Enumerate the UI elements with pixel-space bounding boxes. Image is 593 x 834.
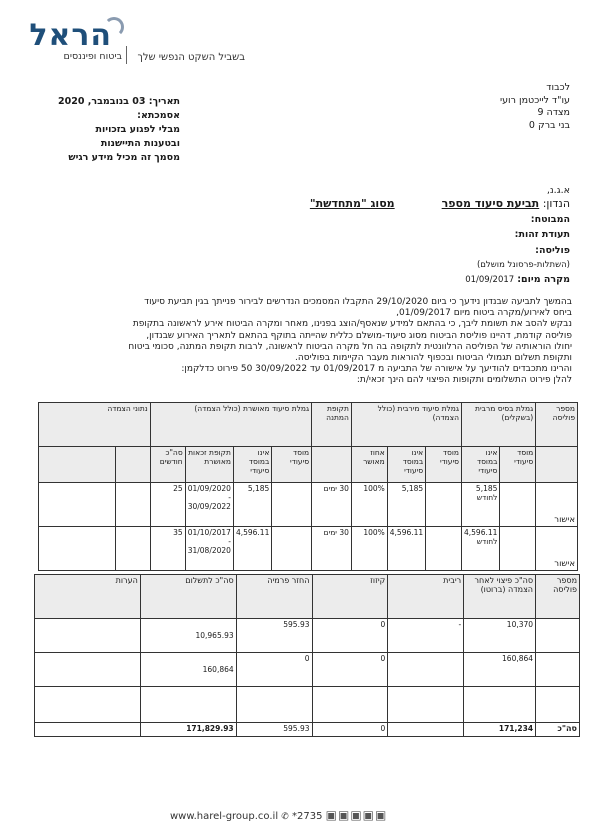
table-row bbox=[35, 653, 580, 687]
policy-label: פוליסה: bbox=[535, 245, 570, 256]
row-period: 01/09/2020 - 30/09/2022 bbox=[185, 483, 233, 527]
logo-text: הראל bbox=[29, 18, 112, 53]
th2-interest: ריבית bbox=[388, 575, 464, 619]
date-row bbox=[30, 95, 180, 109]
table-sum-row bbox=[35, 723, 580, 737]
salutation: א.ג.נ, bbox=[546, 185, 570, 196]
th-max-mosad: מוסד סיעודי bbox=[426, 447, 462, 483]
recipient-line: לכבוד bbox=[546, 82, 570, 93]
recipient-line: עו"ד לייכטמן רועי bbox=[499, 94, 570, 106]
row-pct: 100% bbox=[351, 483, 387, 527]
recipient-block bbox=[390, 82, 570, 132]
sum-label: סה"כ bbox=[536, 723, 580, 737]
row2-total: 10,965.93 bbox=[140, 619, 236, 653]
meta-line: מבלי לפגוע בזכויות bbox=[95, 124, 180, 135]
sum-total: 171,829.93 bbox=[140, 723, 236, 737]
body-line: נבקש להסב את תשומת ליבך, כי בהתאם למידע שנאסף/הוצג בפנינו, מאחר ומקרה הביטוח אירע לראשונה בתקופת bbox=[132, 319, 572, 330]
payment-table bbox=[34, 574, 580, 737]
th2-gross: סה"כ פיצוי לאחר הצמדה (ברוטו) bbox=[464, 575, 536, 619]
barcode-icon: ▣▣▣▣▣ bbox=[325, 808, 388, 822]
recipient-line: מצדה 9 bbox=[537, 107, 570, 118]
row-wait: 30 ימים bbox=[312, 527, 352, 571]
phone-icon: ✆ bbox=[281, 812, 289, 822]
meta-line: מסמך זה מכיל מידע רגיש bbox=[68, 152, 180, 163]
row2-offset: 0 bbox=[312, 619, 388, 653]
row-appr-non: 5,185 bbox=[233, 483, 271, 527]
row2-gross: 160,864 bbox=[464, 653, 536, 687]
row2-interest: - bbox=[388, 619, 464, 653]
event-value: 01/09/2017 bbox=[465, 275, 515, 285]
th-policy: מספר פוליסה bbox=[536, 403, 578, 447]
row-pct: 100% bbox=[351, 527, 387, 571]
footer-phone: *2735 bbox=[292, 811, 323, 822]
body-line: ותקופת תשלום תגמולי הביטוח ובכפוף להוראות מעבר הקיימות בפוליסה. bbox=[295, 353, 572, 364]
body-line: ביחס לאירוע/מקרה ביטוח מיום 01/09/2017, bbox=[396, 308, 572, 319]
id-label: תעודת זהות: bbox=[514, 229, 570, 240]
th2-policy: מספר פוליסה bbox=[536, 575, 580, 619]
event-row bbox=[370, 274, 570, 285]
approval-table bbox=[38, 402, 578, 571]
th-max-non: אינו במוסד סיעודי bbox=[387, 447, 425, 483]
th-base-mosad: מוסד סיעודי bbox=[500, 447, 536, 483]
row2-offset: 0 bbox=[312, 653, 388, 687]
row2-interest bbox=[388, 653, 464, 687]
sum-refund: 595.93 bbox=[236, 723, 312, 737]
header-divider bbox=[126, 46, 127, 64]
body-line: בהמשך לתביעה שבנדון נידעך כי ביום 29/10/2020 התקבלו המסמכים הנדרשים לבירור פנייתך בגין תביעת סיעוד bbox=[144, 297, 572, 307]
body-line: להלן פירוט התשלומים ותקופות הפיצוי להם הינך זכאי/ת: bbox=[356, 375, 572, 386]
reference-label: אסמכתא: bbox=[137, 110, 180, 121]
row-base-non: 4,596.11 לחודש bbox=[462, 527, 500, 571]
tagline: בשביל השקט הנפשי שלך bbox=[137, 52, 245, 63]
th-appr-non: אינו במוסד סיעודי bbox=[233, 447, 271, 483]
body-line: יחולו הוראותיה של הפוליסה הרלוונטית לתקופה בה חל מקרה הביטוח לראשונה, לרבות תקופת המתנה, סכומי ביטוח bbox=[128, 341, 572, 352]
sum-offset: 0 bbox=[312, 723, 388, 737]
th2-notes: הערות bbox=[35, 575, 141, 619]
logo bbox=[29, 15, 122, 62]
subject-line bbox=[230, 197, 570, 210]
event-label: מקרה מיום: bbox=[517, 274, 570, 285]
body-line: פוליסה קודמת, דהיינו פוליסת הביטוח מסוג סיעוד-מושלם כללית שהייתה בתוקף בהתאם לתאריך האירוע שבנדון, bbox=[146, 330, 572, 341]
footer bbox=[170, 808, 430, 824]
logo-subtitle: ביטוח ופיננסים bbox=[63, 51, 122, 62]
row2-total: 160,864 bbox=[140, 653, 236, 687]
meta-line: ובטענות התיישנות bbox=[100, 138, 180, 149]
th-index: נתוני הצמדה bbox=[39, 403, 151, 447]
insured-label: המבוטח: bbox=[530, 214, 570, 225]
row-wait: 30 ימים bbox=[312, 483, 352, 527]
footer-url: www.harel-group.co.il bbox=[170, 811, 279, 822]
th2-refund: החזר פרמיה bbox=[236, 575, 312, 619]
th-appr-months: סה"כ חודשים bbox=[150, 447, 185, 483]
recipient-line: בני ברק 0 bbox=[528, 119, 570, 131]
th2-total: סה"כ לתשלום bbox=[140, 575, 236, 619]
table-row bbox=[39, 527, 578, 571]
row-base-non: 5,185 לחודש bbox=[462, 483, 500, 527]
row-period: 01/10/2017 - 31/08/2020 bbox=[185, 527, 233, 571]
row2-refund: 595.93 bbox=[236, 619, 312, 653]
table-row bbox=[35, 619, 580, 653]
row2-refund: 0 bbox=[236, 653, 312, 687]
subject-label: הנדון: bbox=[542, 197, 570, 210]
table-row bbox=[39, 483, 578, 527]
row-decision: אישור bbox=[536, 483, 578, 527]
meta-block bbox=[30, 95, 180, 165]
row-max-non: 5,185 bbox=[387, 483, 425, 527]
date-label: תאריך: bbox=[148, 96, 180, 107]
th-approved: גמלת סיעוד מאושרת (כולל הצמדה) bbox=[150, 403, 311, 447]
body-line: והרינו מתכבדים להודיעך על אישורה של התביעה מ 01/09/2017 עד 30/09/2022 50 פירוט כדלקמן: bbox=[181, 364, 572, 375]
th-wait: תקופת המתנה bbox=[312, 403, 352, 447]
row-months: 25 bbox=[150, 483, 185, 527]
row2-gross: 10,370 bbox=[464, 619, 536, 653]
body-text bbox=[20, 297, 572, 387]
th-max: גמלת סיעוד מירבית (כולל הצמדה) bbox=[351, 403, 461, 447]
row-appr-non: 4,596.11 bbox=[233, 527, 271, 571]
th-appr-mosad: מוסד סיעודי bbox=[272, 447, 312, 483]
th-base: גמלת בסיס מרבית (בשקלים) bbox=[462, 403, 536, 447]
th2-offset: קיזוז bbox=[312, 575, 388, 619]
row-max-non: 4,596.11 bbox=[387, 527, 425, 571]
table-row bbox=[35, 687, 580, 723]
row-decision: אישור bbox=[536, 527, 578, 571]
subject-text: תביעת סיעוד מספר bbox=[441, 197, 540, 210]
date-value: 03 בנובמבר, 2020 bbox=[58, 96, 146, 107]
sum-gross: 171,234 bbox=[464, 723, 536, 737]
th-max-pct: אחוז מאושר bbox=[351, 447, 387, 483]
row-months: 35 bbox=[150, 527, 185, 571]
policy-value: (השתלות-פרסונל מושלם) bbox=[476, 260, 570, 270]
th-appr-period: תקופת זכאות מאושרת bbox=[185, 447, 233, 483]
subject-type: מסוג "מתחדשת" bbox=[309, 197, 395, 210]
th-base-non: אינו במוסד סיעודי bbox=[462, 447, 500, 483]
